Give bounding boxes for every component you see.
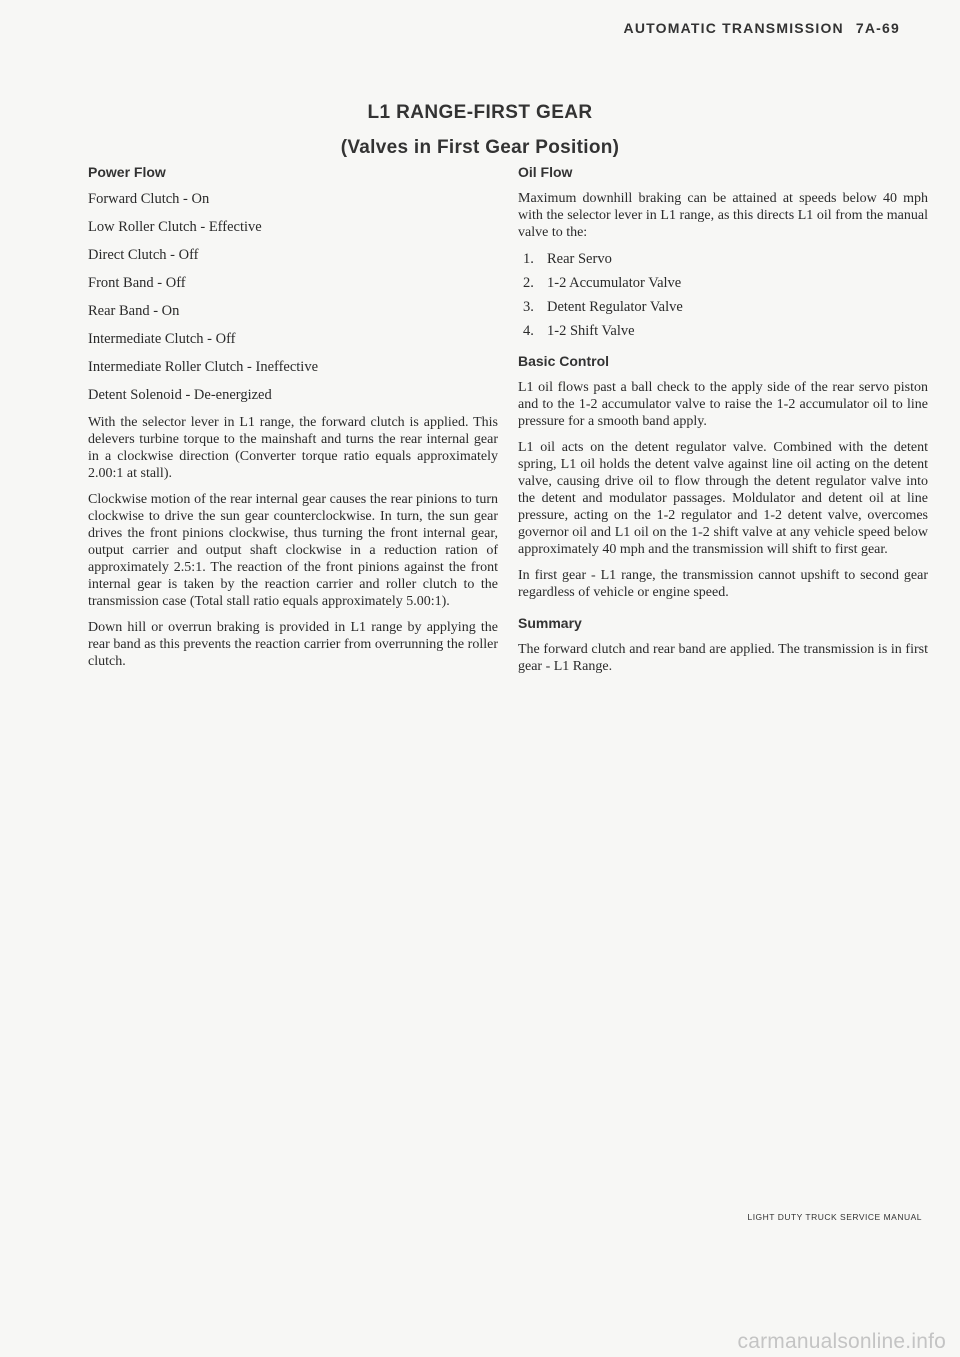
power-flow-heading: Power Flow bbox=[88, 164, 166, 180]
list-item-number: 1. bbox=[523, 251, 534, 267]
list-item-text: 1-2 Accumulator Valve bbox=[547, 275, 682, 291]
basic-control-paragraph: In first gear - L1 range, the transmission cannot upshift to second gear regardless of vehicle or engine speed. bbox=[518, 568, 928, 600]
basic-control-paragraph: L1 oil flows past a ball check to the apply side of the rear servo piston and to the 1-2 accumulator valve to raise the 1-2 accumulator oil to line pressure for a smooth band apply. bbox=[518, 380, 928, 429]
list-item bbox=[518, 322, 928, 341]
list-item-number: 4. bbox=[523, 323, 534, 339]
basic-control-heading: Basic Control bbox=[518, 353, 610, 369]
summary-heading: Summary bbox=[518, 615, 582, 631]
page-title: L1 RANGE-FIRST GEAR bbox=[367, 102, 593, 123]
list-item-number: 2. bbox=[523, 275, 534, 291]
header-page-number: 7A-69 bbox=[855, 20, 900, 36]
power-flow-paragraph: Down hill or overrun braking is provided in L1 range by applying the rear band as this prevents the reaction carrier from overrunning the roller clutch. bbox=[88, 620, 498, 669]
power-flow-item: Detent Solenoid - De-energized bbox=[88, 387, 272, 403]
left-column bbox=[88, 164, 498, 679]
power-flow-paragraph: With the selector lever in L1 range, the forward clutch is applied. This delevers turbine torque to the mainshaft and turns the rear internal gear in a clockwise direction (Converter torque ratio equals approximately 2.00:1 at stall). bbox=[88, 415, 498, 481]
right-column bbox=[518, 164, 928, 684]
oil-flow-list bbox=[518, 250, 928, 341]
power-flow-item: Intermediate Roller Clutch - Ineffective bbox=[88, 359, 319, 375]
list-item-text: Detent Regulator Valve bbox=[547, 299, 683, 315]
power-flow-item: Front Band - Off bbox=[88, 275, 186, 291]
power-flow-item: Forward Clutch - On bbox=[88, 191, 210, 207]
list-item bbox=[518, 250, 928, 269]
list-item-text: 1-2 Shift Valve bbox=[547, 323, 635, 339]
power-flow-item: Low Roller Clutch - Effective bbox=[88, 219, 262, 235]
oil-flow-intro: Maximum downhill braking can be attained at speeds below 40 mph with the selector lever in L1 range, as this directs L1 oil from the manual valve to the: bbox=[518, 191, 928, 240]
header-section: AUTOMATIC TRANSMISSION bbox=[623, 20, 844, 36]
power-flow-item: Direct Clutch - Off bbox=[88, 247, 199, 263]
manual-footer: LIGHT DUTY TRUCK SERVICE MANUAL bbox=[747, 1212, 922, 1222]
list-item bbox=[518, 274, 928, 293]
power-flow-item: Rear Band - On bbox=[88, 303, 180, 319]
summary-text: The forward clutch and rear band are applied. The transmission is in first gear - L1 Range. bbox=[518, 642, 928, 674]
basic-control-paragraph: L1 oil acts on the detent regulator valve. Combined with the detent spring, L1 oil holds the detent valve against line oil acting on the detent valve, causing drive oil to flow through the detent regulator valve into the detent and modulator passages. Moldulator and detent oil at line pressure, acting on the 1-2 regulator and 1-2 detent valve, overcomes governor oil and L1 oil on the 1-2 shift valve at any vehicle speed below approximately 40 mph and the transmission will shift to first gear. bbox=[518, 440, 928, 557]
page-subtitle: (Valves in First Gear Position) bbox=[340, 137, 620, 158]
power-flow-item: Intermediate Clutch - Off bbox=[88, 331, 236, 347]
list-item-text: Rear Servo bbox=[547, 251, 612, 267]
list-item bbox=[518, 298, 928, 317]
site-watermark: carmanualsonline.info bbox=[737, 1330, 946, 1353]
oil-flow-heading: Oil Flow bbox=[518, 164, 573, 180]
running-header bbox=[612, 20, 900, 36]
list-item-number: 3. bbox=[523, 299, 534, 315]
power-flow-paragraph: Clockwise motion of the rear internal gear causes the rear pinions to turn clockwise to drive the sun gear counterclockwise. In turn, the sun gear drives the front pinions clockwise, thus turning the front internal gear, output carrier and output shaft clockwise in a reduction ration of approximately 2.5:1. The reaction of the front pinions against the front internal gear is taken by the reaction carrier and roller clutch to the transmission case (Total stall ratio equals approximately 5.00:1). bbox=[88, 492, 498, 609]
